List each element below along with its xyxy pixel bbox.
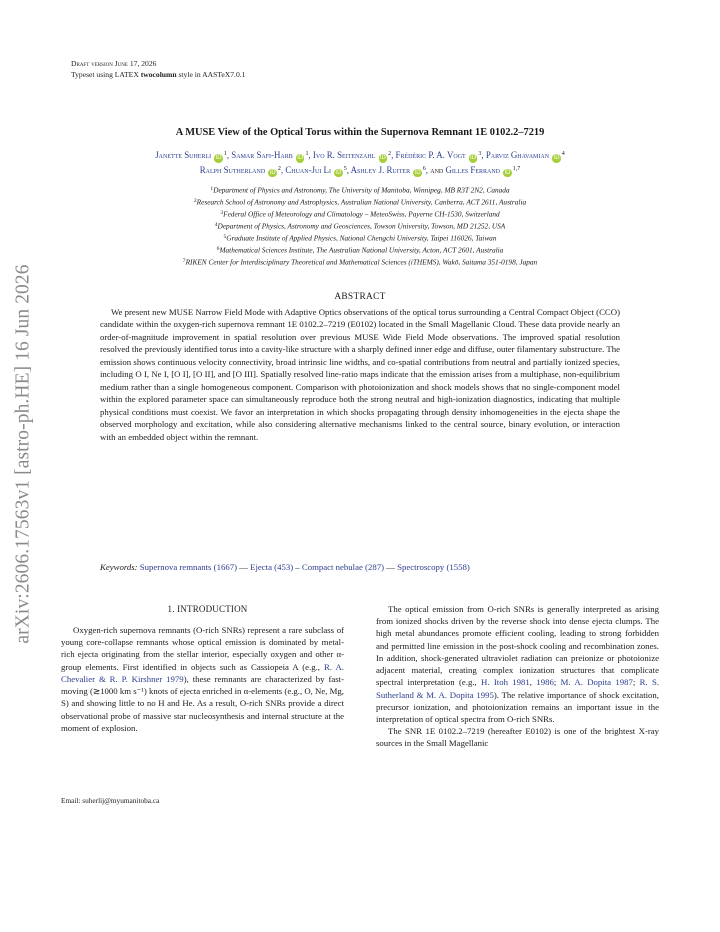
author-affil-sup: 6 — [422, 165, 426, 172]
keywords-label: Keywords: — [100, 562, 138, 572]
affiliation-number: 4 — [214, 222, 218, 228]
affiliation — [40, 256, 680, 268]
arxiv-stamp — [2, 244, 46, 664]
orcid-icon[interactable]: iD — [504, 169, 511, 176]
right-column — [376, 603, 659, 750]
affiliation — [40, 244, 680, 256]
author-email[interactable]: Email: suherlij@myumanitoba.ca — [61, 796, 160, 805]
keyword-separator: – — [293, 562, 302, 572]
author-name[interactable]: Ivo R. Seitenzahl — [312, 150, 376, 160]
citation-link[interactable]: R. A. Chevalier & R. P. Kirshner 1979 — [61, 661, 344, 684]
arxiv-identifier[interactable]: arXiv:2606.17563v1 [astro-ph.HE] 16 Jun 2026 — [13, 264, 34, 644]
twocolumn-word: twocolumn — [140, 69, 177, 79]
intro-paragraph — [376, 603, 659, 725]
affiliation-number: 7 — [182, 258, 186, 264]
author[interactable] — [200, 165, 281, 175]
affiliation — [40, 196, 680, 208]
affiliation-number: 6 — [216, 246, 220, 252]
citation-link[interactable]: R. S. Sutherland & M. A. Dopita 1995 — [376, 677, 660, 700]
orcid-icon[interactable]: iD — [297, 155, 304, 161]
citation-separator: ; — [553, 677, 561, 688]
author-name[interactable]: Frédéric P. A. Vogt — [395, 150, 466, 160]
affiliation — [40, 220, 680, 232]
author-affil-sup: 2 — [277, 165, 281, 172]
paragraph-text: Oxygen-rich supernova remnants (O-rich SNRs) represent a rare subclass of young core-collapse remnants whose optical emission is dominated by metal-rich ejecta originating from the stellar interior, especially oxygen and other α-group elements. First identified in objects such as Cassiopeia A (e.g., — [61, 625, 344, 672]
author-affil-sup: 5 — [343, 165, 347, 172]
author-affil-sup: 2 — [388, 151, 392, 157]
author[interactable] — [486, 150, 565, 160]
affiliation-number: 2 — [193, 198, 197, 204]
paper-title: A MUSE View of the Optical Torus within the Supernova Remnant 1E 0102.2–7219 — [175, 127, 545, 138]
author-name[interactable]: Parviz Ghavamian — [485, 150, 550, 160]
orcid-icon[interactable]: iD — [414, 169, 421, 176]
abstract-text: We present new MUSE Narrow Field Mode with Adaptive Optics observations of the optical torus surrounding a Central Compact Object (CCO) candidate within the oxygen-rich supernova remnant 1E 0102.2–7219 (E0102) located in the Small Magellanic Cloud. These data provide nearly an order-of-magnitude improvement in spatial resolution over previous MUSE Wide Field Mode observations. The improved spatial resolution resolved the previously identified torus into a cavity-like structure with a sharply defined inner edge and diffuse, outer filamentary substructure. The emission shows continuous velocity connectivity, broad intrinsic line widths, and co-spatial contributions from neutral and partially ionized species, including O I, Ne I, [O I], [O II], and [O III]. Spatially resolved line-ratio maps indicate that the emission arises from a multiphase, non-equilibrium medium rather than a single homogeneous component. Comparison with photoionization and shock models shows that no single-component model within the explored parameter space can simultaneously reproduce both the strong neutral and high-ionization diagnostics, indicating that multiple physical conditions must coexist. We favor an interpretation in which shocks propagating through density inhomogeneities in the ejecta shape the observed morphology and excitation, while also considering alternative mechanisms linked to the central source, binary evolution, or interaction with an embedded object within the remnant. — [100, 307, 620, 442]
author[interactable] — [313, 150, 391, 160]
author-affil-sup: 1 — [305, 151, 309, 157]
keyword-link[interactable]: Compact nebulae (287) — [301, 562, 384, 572]
keyword-separator: — — [384, 562, 398, 572]
affiliation-list — [40, 184, 680, 268]
orcid-icon[interactable]: iD — [553, 155, 560, 161]
affiliation-text: Federal Office of Meteorology and Climatology – MeteoSwiss, Payerne CH-1530, Switzerland — [223, 209, 500, 219]
affiliation-number: 3 — [220, 210, 224, 216]
citation-separator: ; — [632, 677, 640, 688]
author[interactable] — [285, 165, 346, 175]
affiliation-text: Research School of Astronomy and Astrophysics, Australian National University, Canberra, ACT 2611, Australia — [196, 197, 527, 207]
orcid-icon[interactable]: iD — [269, 169, 276, 176]
citation-link[interactable]: H. Itoh 1981 — [481, 677, 530, 688]
intro-paragraph — [61, 624, 344, 734]
citation-link[interactable]: M. A. Dopita 1987 — [560, 677, 633, 688]
affiliation-number: 1 — [210, 186, 214, 192]
keywords — [100, 561, 678, 573]
abstract-heading: ABSTRACT — [334, 292, 386, 302]
affiliation — [40, 184, 680, 196]
author[interactable] — [351, 165, 426, 175]
affiliation-text: Graduate Institute of Applied Physics, National Chengchi University, Taipei 116026, Taiwan — [226, 233, 497, 243]
keyword-separator: — — [236, 562, 251, 572]
author-name[interactable]: Chuan-Jui Li — [285, 164, 331, 175]
citation-separator: , — [529, 677, 537, 688]
intro-paragraph: The SNR 1E 0102.2–7219 (hereafter E0102) is one of the brightest X-ray sources in the Small Magellanic — [376, 726, 659, 749]
affiliation-text: RIKEN Center for Interdisciplinary Theoretical and Mathematical Sciences (iTHEMS), Wakō, Saitama 351-0198, Japan — [185, 257, 538, 267]
orcid-icon[interactable]: iD — [335, 169, 342, 176]
orcid-icon[interactable]: iD — [215, 155, 222, 161]
author-name[interactable]: Ashley J. Ruiter — [350, 164, 411, 175]
typeset-prefix: Typeset using — [71, 69, 115, 79]
keyword-link[interactable]: Spectroscopy (1558) — [397, 562, 470, 572]
affiliation-text: Mathematical Sciences Institute, The Australian National University, Acton, ACT 2601, Australia — [219, 245, 504, 255]
typeset-line — [71, 70, 245, 81]
draft-version-line: Draft version June 17, 2026 — [71, 59, 157, 68]
keyword-link[interactable]: Ejecta (453) — [250, 562, 294, 572]
author-affil-sup: 1,7 — [512, 165, 521, 172]
author-list: Janette Suherli $iD^1$, Samar Safi-Harb $iD^1$, Ivo R. Seitenzahl $iD^2$, Frédéric P. A. Vogt $iD^3$, Parviz Ghavamian $iD^4$ Ralph Sutherland $iD^2$, Chuan-Jui Li $iD^5$, Ashley J. Ruiter $iD^6$, and Gilles Ferrand iD$^{1,7}$ — [155, 150, 565, 176]
authors-and: and — [430, 164, 444, 175]
author-name[interactable]: Ralph Sutherland — [199, 164, 266, 175]
latex-logo: LATEX — [114, 69, 139, 79]
section-heading: 1. INTRODUCTION — [167, 604, 248, 614]
author[interactable] — [445, 165, 520, 175]
author[interactable] — [231, 150, 308, 160]
orcid-icon[interactable]: iD — [379, 155, 386, 161]
author[interactable] — [155, 150, 227, 160]
affiliation-text: Department of Physics and Astronomy, The University of Manitoba, Winnipeg, MB R3T 2N2, Canada — [213, 185, 510, 195]
left-column — [61, 624, 344, 734]
author-name[interactable]: Janette Suherli — [155, 150, 212, 160]
author-name[interactable]: Samar Safi-Harb — [231, 150, 293, 160]
author-affil-sup: 3 — [478, 151, 482, 157]
affiliation — [40, 232, 680, 244]
paragraph-text: The optical emission from O-rich SNRs is generally interpreted as arising from ionized shocks driven by the reverse shock into dense ejecta clumps. The high metal abundances promote efficient cooling, leading to strong forbidden and permitted line emission in the post-shock cooling and recombination zones. In addition, shock-generated ultraviolet radiation can preionize or photoionize adjacent material, creating complex ionization structures that complicate spectral interpretation (e.g., — [376, 604, 659, 688]
author-name[interactable]: Gilles Ferrand — [445, 164, 501, 175]
keyword-link[interactable]: Supernova remnants (1667) — [139, 562, 237, 572]
affiliation-text: Department of Physics, Astronomy and Geosciences, Towson University, Towson, MD 21252, USA — [217, 221, 506, 231]
affiliation-number: 5 — [223, 234, 227, 240]
paragraph-text: ). The relative importance of shock excitation, precursor ionization, and photoionization remains an important issue in the interpretation of optical spectra from O-rich SNRs. — [376, 689, 659, 724]
author-affil-sup: 1 — [223, 151, 227, 157]
citation-link[interactable]: 1986 — [536, 677, 554, 688]
affiliation — [40, 208, 680, 220]
typeset-suffix: style in AASTeX7.0.1 — [176, 69, 246, 79]
author-affil-sup: 4 — [561, 151, 565, 157]
preprint-header — [71, 59, 245, 80]
orcid-icon[interactable]: iD — [470, 155, 477, 161]
paragraph-text: ), these remnants are characterized by fast-moving (≳1000 km s⁻¹) knots of ejecta enriched in α-elements (e.g., O, Ne, Mg, S) and showing little to no H and He. As a result, O-rich SNRs provide a direct observational probe of massive star nucleosynthesis and internal structure at the moment of explosion. — [61, 673, 345, 733]
author[interactable] — [396, 150, 482, 160]
